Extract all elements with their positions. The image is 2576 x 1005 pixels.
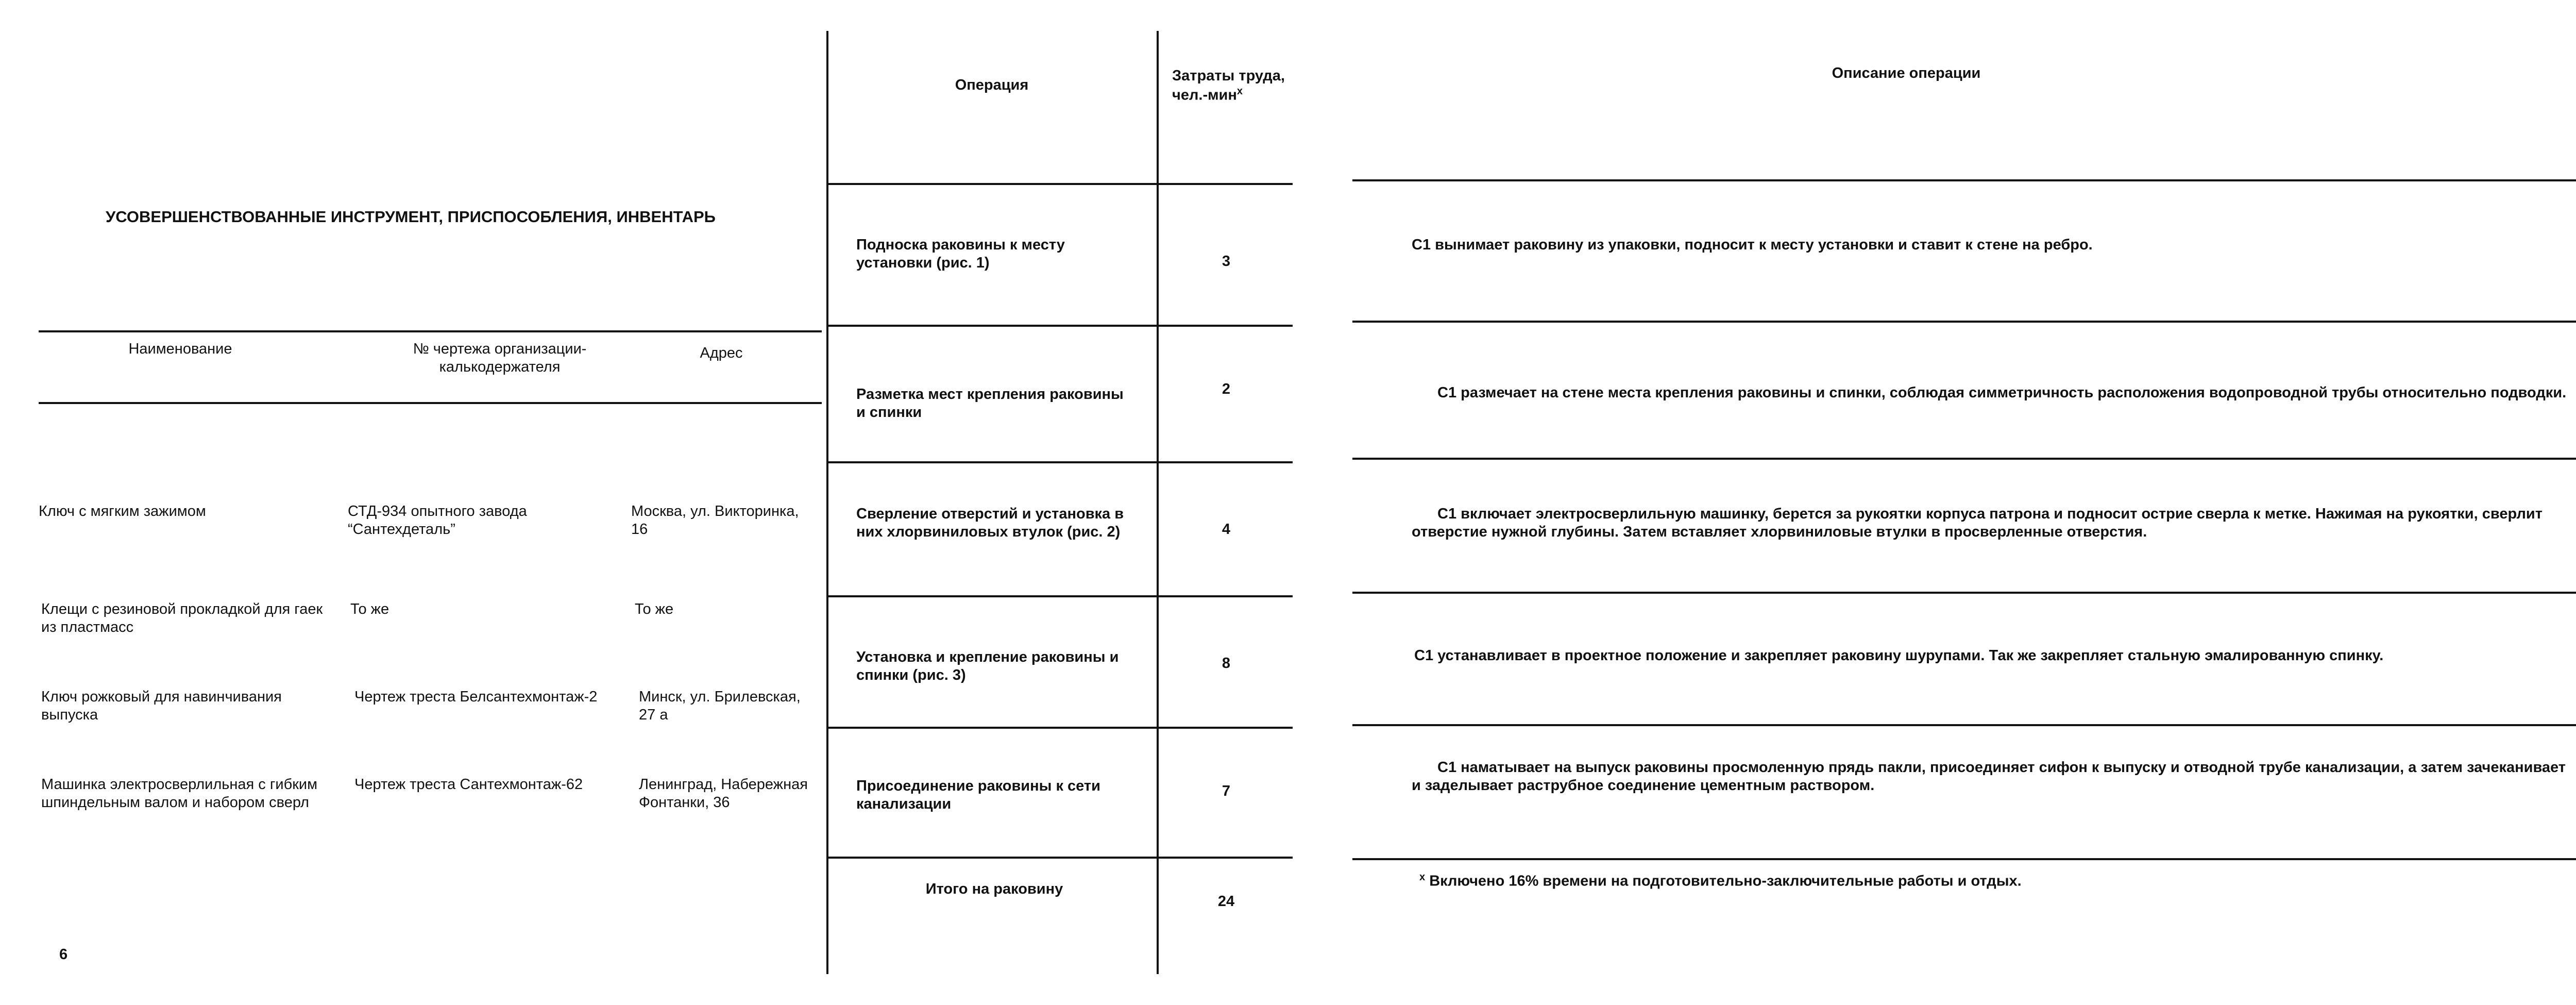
tool-name: Клещи с резиновой прокладкой для гаек из пластмасс [41,601,323,635]
tool-address: Минск, ул. Брилевская, 27 а [639,689,801,723]
operation-name: Установка и крепление раковины и спинки (рис. 3) [856,649,1119,683]
row-rule [826,595,1293,597]
total-label: Итого на раковину [925,881,1063,897]
row-rule [826,325,1293,327]
tool-drawing: То же [350,601,389,617]
tool-drawing: Чертеж треста Белсантехмонтаж-2 [354,689,598,705]
labor-value: 2 [1222,381,1231,397]
column-header-operation: Операция [955,77,1029,93]
table-left-rule [826,31,828,974]
operation-description: С1 вынимает раковину из упаковки, подносит к месту установки и ставит к стене на ребро. [1412,237,2093,253]
footnote-marker: x [1236,85,1243,97]
row-rule [1352,724,2576,726]
footnote-marker: x [1419,872,1426,883]
column-header-address: Адрес [700,345,743,361]
row-rule [826,183,1293,185]
page-number: 6 [59,946,68,963]
operation-description: С1 включает электросверлильную машинку, берется за рукоятки корпуса патрона и подносит острие сверла к метке. Нажимая на рукоятки, сверлит отверстие нужной глубины. Затем вставляет хлорвиниловые втулки в просверленные отверстия. [1412,506,2543,540]
row-rule [1352,321,2576,323]
operation-description: С1 размечает на стене места крепления раковины и спинки, соблюдая симметричность расположения водопроводной трубы относительно подводки. [1437,384,2567,401]
table-header-rule [39,402,822,404]
column-header-labor: Затраты труда, чел.-мин$^x$ [1172,68,1285,104]
row-rule [1352,458,2576,460]
tool-drawing: Чертеж треста Сантехмонтаж-62 [354,776,583,793]
row-rule [826,857,1293,859]
operation-description: С1 наматывает на выпуск раковины просмоленную прядь пакли, присоединяет сифон к выпуску и отводной трубе канализации, а затем зачеканивает и заделывает раструбное соединение цементным раствором. [1412,759,2566,794]
row-rule [826,727,1293,729]
tool-name: Ключ с мягким зажимом [39,503,206,520]
tool-drawing: СТД-934 опытного завода “Сантехдеталь” [348,503,527,538]
tool-address: То же [635,601,674,617]
row-rule [1352,592,2576,594]
operation-name: Подноска раковины к месту установки (рис. 1) [856,237,1065,271]
row-rule [1352,179,2576,181]
column-header-name: Наименование [128,341,232,357]
column-header-drawing: № чертежа организации-калькодержателя [413,341,587,375]
row-rule [1352,858,2576,860]
labor-value: 3 [1222,253,1231,270]
operation-name: Присоединение раковины к сети канализации [856,778,1100,812]
tool-address: Москва, ул. Викторинка, 16 [631,503,799,538]
table-top-rule [39,330,822,332]
row-rule [826,461,1293,463]
tool-name: Машинка электросверлильная с гибким шпиндельным валом и набором сверл [41,776,318,811]
labor-value: 4 [1222,521,1231,538]
labor-value: 7 [1222,783,1231,799]
column-header-description: Описание операции [1832,65,1981,81]
tool-name: Ключ рожковый для навинчивания выпуска [41,689,282,723]
operation-description: С1 устанавливает в проектное положение и закрепляет раковину шурупами. Так же закрепляет стальную эмалированную спинку. [1414,647,2384,664]
operation-name: Разметка мест крепления раковины и спинки [856,386,1124,421]
labor-value: 8 [1222,655,1231,672]
total-value: 24 [1217,893,1235,910]
tool-address: Ленинград, Набережная Фонтанки, 36 [639,776,808,811]
page-heading: УСОВЕРШЕНСТВОВАННЫЕ ИНСТРУМЕНТ, ПРИСПОСОБЛЕНИЯ, ИНВЕНТАРЬ [106,208,716,226]
operation-name: Сверление отверстий и установка в них хлорвиниловых втулок (рис. 2) [856,506,1124,540]
footnote: $^x$ Включено 16% времени на подготовительно-заключительные работы и отдых. [1419,872,2022,890]
table-middle-rule [1157,31,1159,974]
